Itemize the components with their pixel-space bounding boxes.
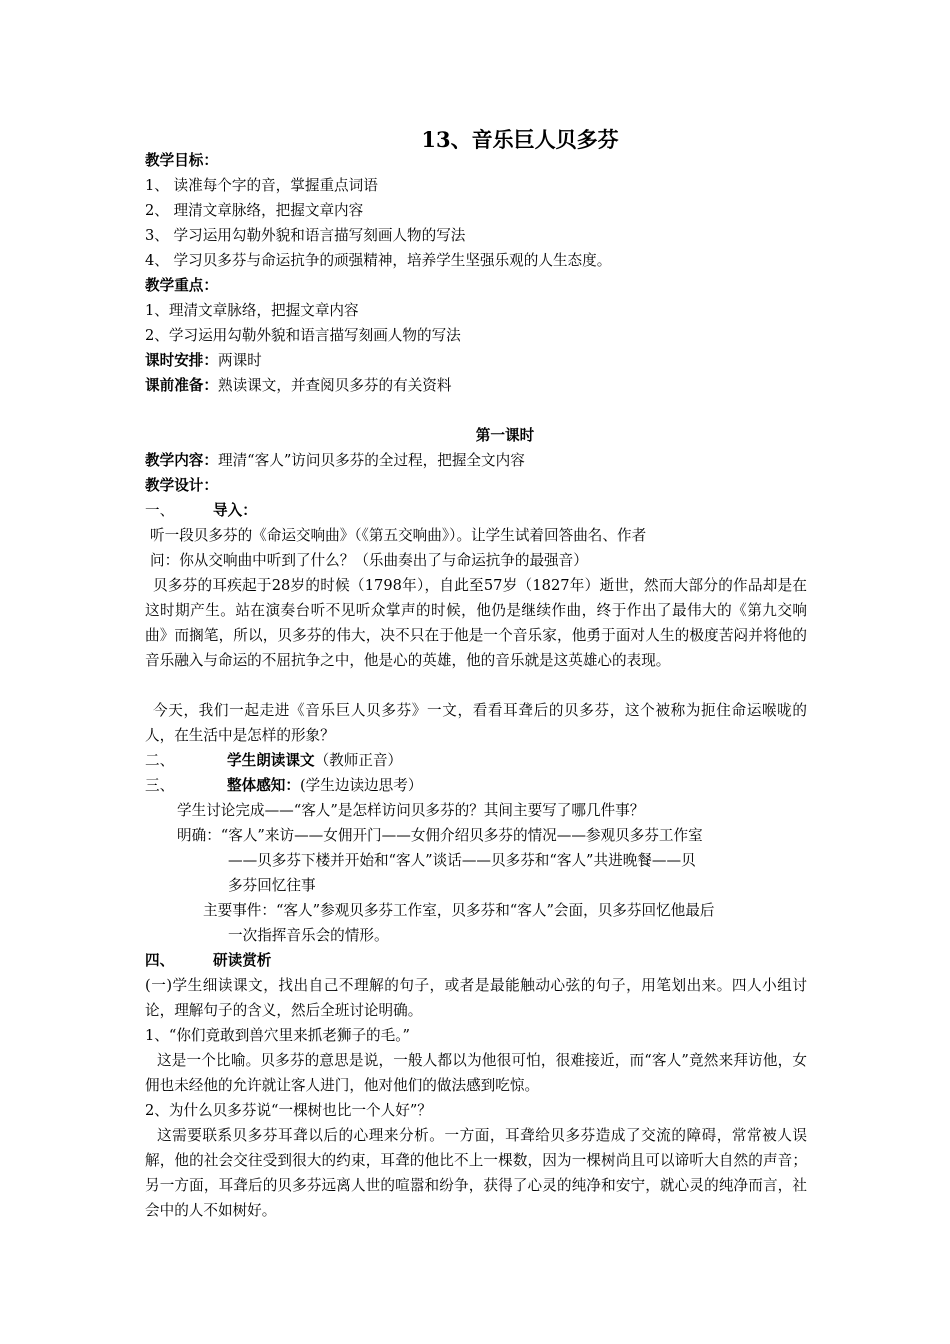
content-value: 理清“客人”访问贝多芬的全过程，把握全文内容 <box>217 452 525 469</box>
main-events-line: 主要事件：“客人”参观贝多芬工作室，贝多芬和“客人”会面，贝多芬回忆他最后 <box>203 902 715 919</box>
answer-line: ——贝多芬下楼并开始和“客人”谈话——贝多芬和“客人”共进晚餐——贝 <box>228 852 696 869</box>
focus-item: 2、学习运用勾勒外貌和语言描写刻画人物的写法 <box>145 327 461 344</box>
answer-2: 这需要联系贝多芬耳聋以后的心理来分析。一方面，耳聋给贝多芬造成了交流的障碍，常常被人误解，他的社会交往受到很大的约束，耳聋的他比不上一棵数，因为一棵树尚且可以谛听大自然的声音；另一方面，耳聋后的贝多芬远离人世的喧嚣和纷争，获得了心灵的纯净和安宁，就心灵的纯净而言，社会中的人不如树好。 <box>145 1127 807 1219</box>
goal-item: 2、 理清文章脉络，把握文章内容 <box>145 202 364 219</box>
discussion-line: 学生讨论完成——“客人”是怎样访问贝多芬的？其间主要写了哪几件事？ <box>177 802 645 819</box>
goal-item: 3、 学习运用勾勒外貌和语言描写刻画人物的写法 <box>145 227 466 244</box>
goals-heading: 教学目标： <box>145 152 218 169</box>
page-title: 13、音乐巨人贝多芬 <box>421 127 619 152</box>
prep-line <box>145 376 452 396</box>
section-title: 整体感知： <box>227 777 300 794</box>
intro-line-2: 问：你从交响曲中听到了什么？（乐曲奏出了与命运抗争的最强音） <box>150 552 588 569</box>
lesson-heading: 第一课时 <box>475 427 535 444</box>
schedule-value: 两课时 <box>217 352 262 369</box>
schedule-label: 课时安排： <box>145 352 218 369</box>
paragraph-beethoven-background: 贝多芬的耳疾起于28岁的时候（1798年），自此至57岁（1827年）逝世，然而大部分的作品却是在这时期产生。站在演奏台听不见听众掌声的时候，他仍是继续作曲，终于作出了最伟大的《第九交响曲》而搁笔，所以，贝多芬的伟大，决不只在于他是一个音乐家，他勇于面对人生的极度苦闷并将他的音乐融入与命运的不屈抗争之中，他是心的英雄，他的音乐就是这英雄心的表现。 <box>145 577 807 669</box>
main-events-line: 一次指挥音乐会的情形。 <box>228 927 389 944</box>
section-title: 学生朗读课文 <box>227 752 315 769</box>
schedule-line <box>145 351 262 371</box>
content-line <box>145 451 525 471</box>
section-2-heading <box>145 751 402 771</box>
content-label: 教学内容： <box>145 452 218 469</box>
paragraph-reading-task: (一)学生细读课文，找出自己不理解的句子，或者是最能触动心弦的句子，用笔划出来。四人小组讨论，理解句子的含义，然后全班讨论明确。 <box>145 977 807 1019</box>
section-title: 研读赏析 <box>213 952 272 969</box>
section-title: 导入： <box>213 502 257 519</box>
section-4-heading <box>145 951 271 971</box>
section-number: 一、 <box>145 502 175 519</box>
focus-item: 1、理清文章脉络，把握文章内容 <box>145 302 359 319</box>
section-number: 二、 <box>145 752 175 769</box>
prep-label: 课前准备： <box>145 377 218 394</box>
section-note: （教师正音） <box>314 752 403 769</box>
answer-line: 多芬回忆往事 <box>228 877 316 894</box>
question-2: 2、为什么贝多芬说“一棵树也比一个人好”？ <box>145 1102 432 1119</box>
answer-line: 明确：“客人”来访——女佣开门——女佣介绍贝多芬的情况——参观贝多芬工作室 <box>177 827 703 844</box>
section-note: (学生边读边思考） <box>299 777 423 794</box>
goal-item: 4、 学习贝多芬与命运抗争的顽强精神，培养学生坚强乐观的人生态度。 <box>145 252 612 269</box>
prep-value: 熟读课文，并查阅贝多芬的有关资料 <box>217 377 452 394</box>
section-3-heading <box>145 776 422 796</box>
intro-line-1: 听一段贝多芬的《命运交响曲》（《第五交响曲》）。让学生试着回答曲名、作者 <box>150 527 647 544</box>
section-number: 三、 <box>145 777 175 794</box>
answer-1: 这是一个比喻。贝多芬的意思是说，一般人都以为他很可怕，很难接近，而“客人”竟然来拜访他，女佣也未经他的允许就让客人进门，他对他们的做法感到吃惊。 <box>145 1052 807 1094</box>
focus-heading: 教学重点： <box>145 277 218 294</box>
design-heading: 教学设计： <box>145 477 218 494</box>
goal-item: 1、 读准每个字的音，掌握重点词语 <box>145 177 378 194</box>
question-1: 1、“你们竟敢到兽穴里来抓老狮子的毛。” <box>145 1027 411 1044</box>
section-1-heading <box>145 501 257 521</box>
section-number: 四、 <box>145 952 175 969</box>
paragraph-today: 今天，我们一起走进《音乐巨人贝多芬》一文，看看耳聋后的贝多芬，这个被称为扼住命运喉咙的人，在生活中是怎样的形象？ <box>145 702 807 744</box>
